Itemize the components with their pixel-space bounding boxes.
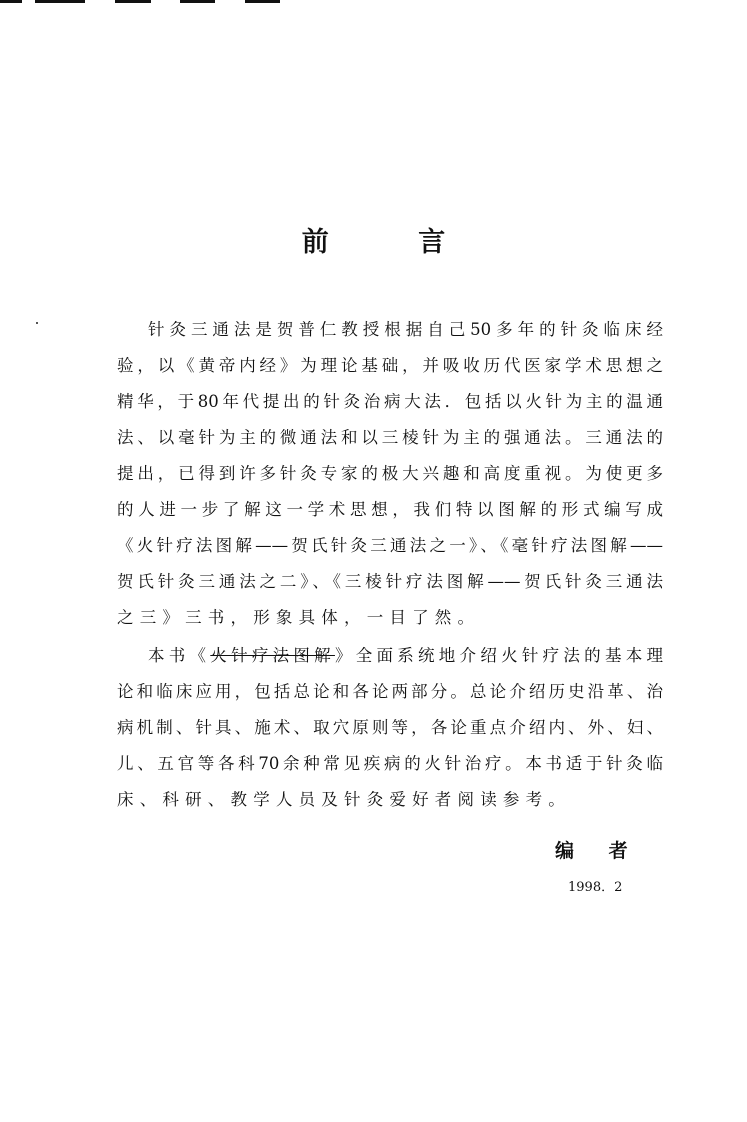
text-line: 针灸三通法是贺普仁教授根据自己50多年的针灸临床经 — [148, 320, 663, 339]
text-segment: 本书《 — [148, 646, 211, 665]
scan-speck — [36, 322, 38, 324]
page-title: 前 言 — [301, 227, 486, 258]
text-line: 的人进一步了解这一学术思想，我们特以图解的形式编写成 — [117, 500, 663, 519]
text-line: 床、科研、教学人员及针灸爱好者阅读参考。 — [117, 790, 571, 809]
scan-edge-mark — [180, 0, 215, 3]
text-line: 贺氏针灸三通法之二》、《三棱针疗法图解——贺氏针灸三通法 — [117, 572, 663, 591]
text-line: 病机制、针具、施术、取穴原则等，各论重点介绍内、外、妇、 — [117, 718, 663, 737]
text-segment: 》全面系统地介绍火针疗法的基本理 — [334, 646, 664, 665]
text-line: 儿、五官等各科70余种常见疾病的火针治疗。本书适于针灸临 — [117, 754, 663, 773]
text-line: 《火针疗法图解——贺氏针灸三通法之一》、《毫针疗法图解—— — [117, 536, 663, 555]
scan-edge-mark — [35, 0, 85, 3]
text-line: 论和临床应用，包括总论和各论两部分。总论介绍历史沿革、治 — [117, 682, 663, 701]
text-line: 提出，已得到许多针灸专家的极大兴趣和高度重视。为使更多 — [117, 464, 663, 483]
signature: 编 者 — [555, 840, 642, 862]
text-line — [148, 645, 663, 667]
text-line: 法、以毫针为主的微通法和以三棱针为主的强通法。三通法的 — [117, 428, 663, 447]
text-line: 精华，于80年代提出的针灸治病大法．包括以火针为主的温通 — [117, 392, 663, 411]
text-line: 验，以《黄帝内经》为理论基础，并吸收历代医家学术思想之 — [117, 356, 663, 375]
date: 1998．2 — [568, 880, 623, 895]
text-line: 之三》三书，形象具体，一目了然。 — [117, 608, 481, 627]
scan-edge-mark — [115, 0, 151, 3]
scan-edge-mark — [245, 0, 280, 3]
struck-text: 火针疗法图解 — [210, 646, 335, 665]
scan-edge-mark — [0, 0, 22, 3]
